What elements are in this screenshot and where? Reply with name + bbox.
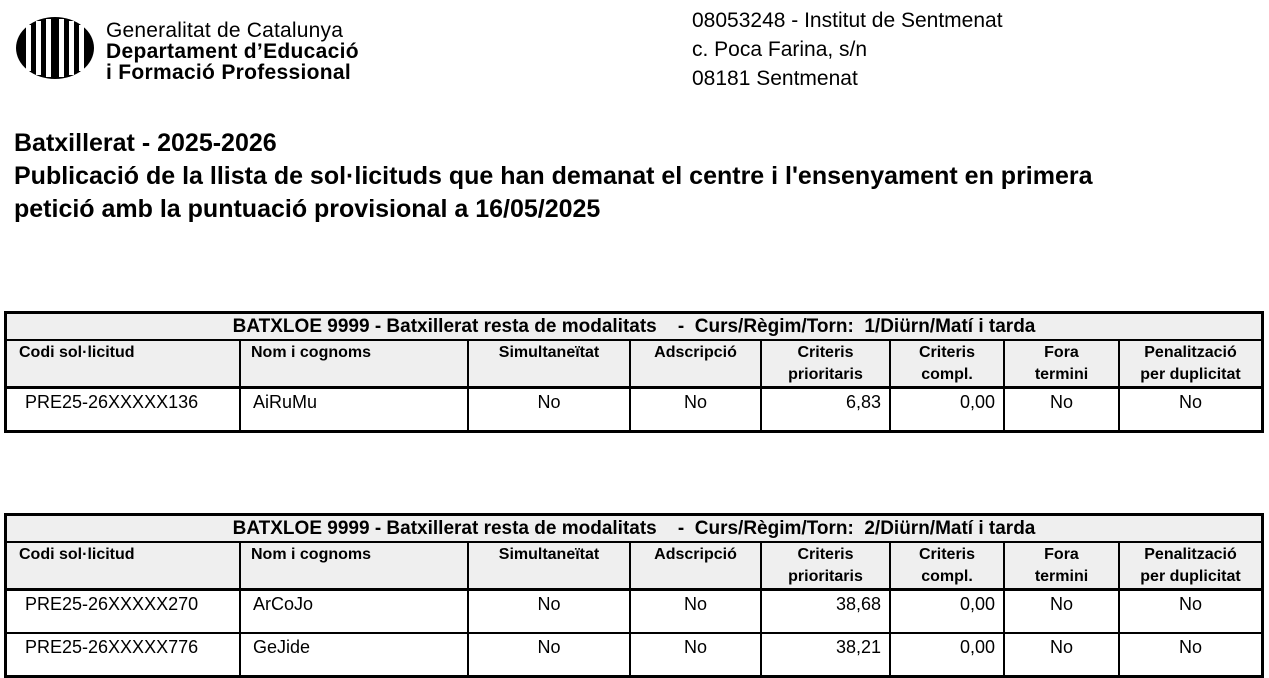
column-header-nom: Nom i cognoms (240, 341, 468, 388)
cell-nom: GeJide (240, 633, 468, 675)
page-title (14, 127, 1254, 226)
school-code-name: 08053248 - Institut de Sentmenat (692, 9, 1003, 32)
school-address (692, 6, 1003, 93)
logo-line-department: Departament d’Educació (106, 40, 359, 63)
column-header-fora-termini: Fora termini (1004, 341, 1119, 388)
cell-nom: ArCoJo (240, 590, 468, 634)
table-header-row (7, 341, 1261, 388)
cell-adscripcio: No (630, 388, 761, 431)
cell-criteris-compl: 0,00 (890, 633, 1004, 675)
column-header-adscripcio: Adscripció (630, 341, 761, 388)
column-header-penalitzacio: Penalització per duplicitat (1119, 341, 1261, 388)
table-row (7, 590, 1261, 634)
logo-line-generalitat: Generalitat de Catalunya (106, 19, 344, 42)
cell-adscripcio: No (630, 590, 761, 634)
column-header-criteris-compl: Criteris compl. (890, 543, 1004, 590)
school-city: 08181 Sentmenat (692, 67, 858, 90)
cell-criteris-compl: 0,00 (890, 590, 1004, 634)
logo-line-formacio: i Formació Professional (106, 61, 351, 84)
table-header-row (7, 543, 1261, 590)
cell-simultaneitat: No (468, 388, 630, 431)
school-street: c. Poca Farina, s/n (692, 38, 868, 61)
generalitat-emblem-icon (14, 16, 96, 80)
table-row (7, 633, 1261, 675)
cell-criteris-prioritaris: 6,83 (761, 388, 890, 431)
column-header-codi: Codi sol·licitud (7, 341, 240, 388)
column-header-criteris-prioritaris: Criteris prioritaris (761, 341, 890, 388)
cell-codi: PRE25-26XXXXX136 (7, 388, 240, 431)
title-line-2: Publicació de la llista de sol·licituds que han demanat el centre i l'ensenyament en primera (14, 162, 1093, 190)
column-header-codi: Codi sol·licitud (7, 543, 240, 590)
title-line-3: petició amb la puntuació provisional a 16/05/2025 (14, 195, 601, 223)
table-title: BATXLOE 9999 - Batxillerat resta de modalitats - Curs/Règim/Torn: 2/Diürn/Matí i tarda (7, 516, 1261, 543)
column-header-nom: Nom i cognoms (240, 543, 468, 590)
generalitat-logo (14, 14, 464, 86)
column-header-adscripcio: Adscripció (630, 543, 761, 590)
column-header-simultaneitat: Simultaneïtat (468, 543, 630, 590)
cell-codi: PRE25-26XXXXX776 (7, 633, 240, 675)
applications-table-1 (4, 311, 1264, 433)
cell-adscripcio: No (630, 633, 761, 675)
column-header-criteris-prioritaris: Criteris prioritaris (761, 543, 890, 590)
cell-penalitzacio: No (1119, 633, 1261, 675)
cell-criteris-compl: 0,00 (890, 388, 1004, 431)
cell-fora-termini: No (1004, 590, 1119, 634)
table-title: BATXLOE 9999 - Batxillerat resta de modalitats - Curs/Règim/Torn: 1/Diürn/Matí i tarda (7, 314, 1261, 341)
cell-penalitzacio: No (1119, 388, 1261, 431)
cell-criteris-prioritaris: 38,68 (761, 590, 890, 634)
cell-fora-termini: No (1004, 633, 1119, 675)
applications-table-2 (4, 513, 1264, 678)
cell-simultaneitat: No (468, 633, 630, 675)
cell-codi: PRE25-26XXXXX270 (7, 590, 240, 634)
column-header-criteris-compl: Criteris compl. (890, 341, 1004, 388)
cell-fora-termini: No (1004, 388, 1119, 431)
cell-simultaneitat: No (468, 590, 630, 634)
cell-criteris-prioritaris: 38,21 (761, 633, 890, 675)
column-header-penalitzacio: Penalització per duplicitat (1119, 543, 1261, 590)
column-header-simultaneitat: Simultaneïtat (468, 341, 630, 388)
cell-nom: AiRuMu (240, 388, 468, 431)
column-header-fora-termini: Fora termini (1004, 543, 1119, 590)
title-line-1: Batxillerat - 2025-2026 (14, 129, 277, 157)
table-row (7, 388, 1261, 431)
cell-penalitzacio: No (1119, 590, 1261, 634)
